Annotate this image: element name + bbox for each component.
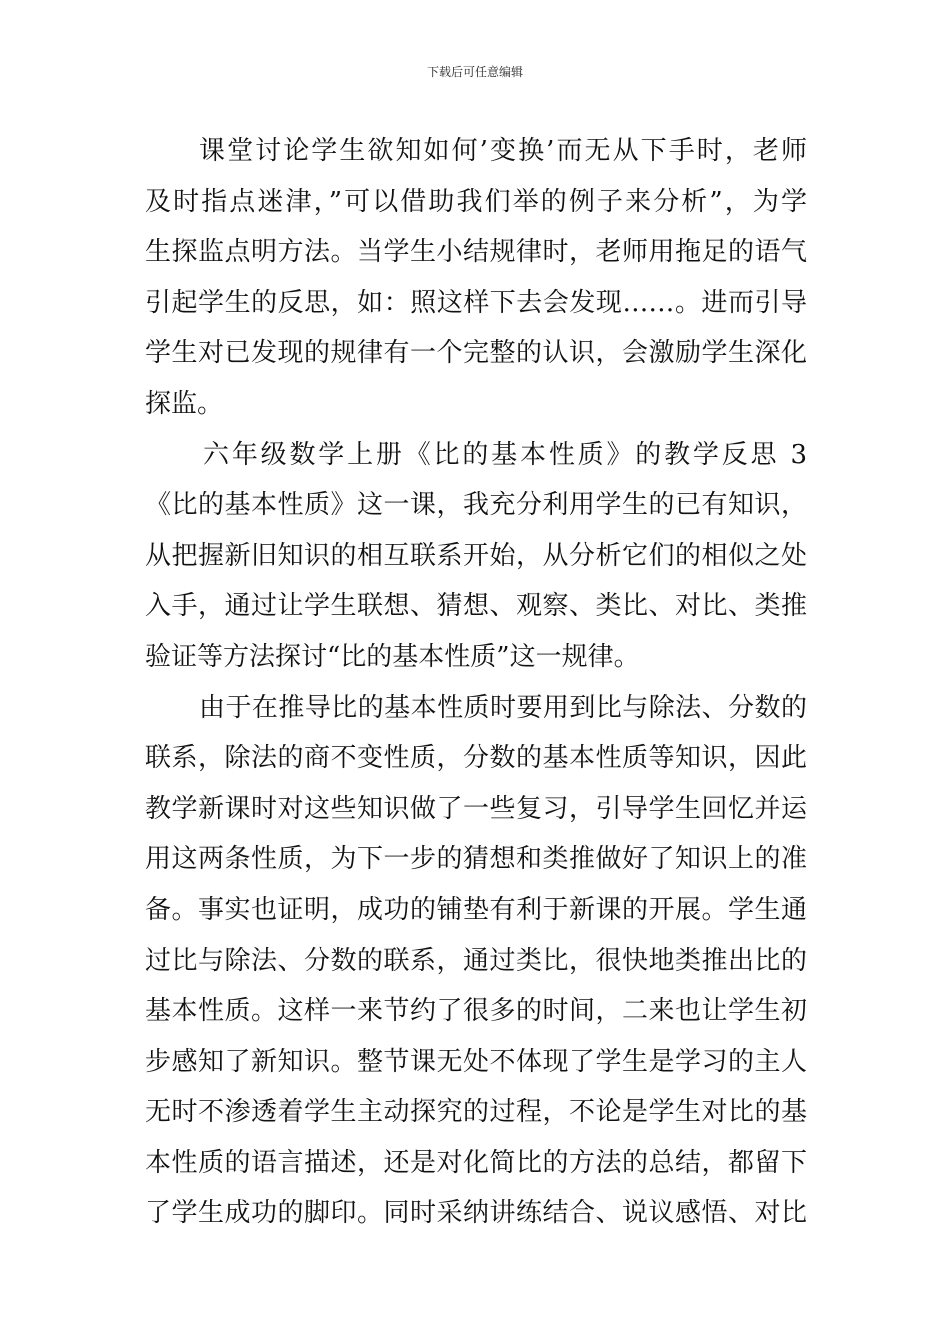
text-line: 联系，除法的商不变性质，分数的基本性质等知识，因此 (145, 743, 807, 774)
text-line: 《比的基本性质》这一课，我充分利用学生的已有知识， (145, 490, 807, 521)
text-line: 从把握新旧知识的相互联系开始，从分析它们的相似之处 (145, 540, 807, 571)
text-line: 步感知了新知识。整节课无处不体现了学生是学习的主人 (145, 1046, 807, 1077)
section-heading: 六年级数学上册《比的基本性质》的教学反思 3 (203, 439, 807, 470)
text-line: 及时指点迷津，”可以借助我们举的例子来分析”，为学 (145, 186, 807, 217)
text-line: 过比与除法、分数的联系，通过类比，很快地类推出比的 (145, 945, 807, 976)
page-header: 下载后可任意编辑 (426, 65, 523, 79)
text-line: 生探监点明方法。当学生小结规律时，老师用拖足的语气 (145, 237, 807, 268)
text-line: 探监。 (145, 388, 224, 419)
text-line: 用这两条性质，为下一步的猜想和类推做好了知识上的准 (145, 844, 807, 875)
document-body (145, 126, 807, 1239)
text-line: 课堂讨论学生欲知如何’变换’而无从下手时，老师 (199, 136, 807, 166)
text-line: 由于在推导比的基本性质时要用到比与除法、分数的 (199, 692, 807, 723)
text-line: 教学新课时对这些知识做了一些复习，引导学生回忆并运 (145, 793, 807, 824)
text-line: 基本性质。这样一来节约了很多的时间，二来也让学生初 (145, 996, 807, 1027)
text-line: 验证等方法探讨“比的基本性质”这一规律。 (145, 641, 640, 672)
text-line: 无时不渗透着学生主动探究的过程，不论是学生对比的基 (145, 1097, 807, 1128)
text-line: 入手，通过让学生联想、猜想、观察、类比、对比、类推 (145, 591, 807, 622)
text-line: 了学生成功的脚印。同时采纳讲练结合、说议感悟、对比 (145, 1198, 807, 1229)
text-line: 学生对已发现的规律有一个完整的认识，会激励学生深化 (145, 338, 807, 369)
text-line: 备。事实也证明，成功的铺垫有利于新课的开展。学生通 (145, 894, 807, 925)
text-line: 引起学生的反思，如：照这样下去会发现……。进而引导 (145, 287, 807, 318)
text-line: 本性质的语言描述，还是对化简比的方法的总结，都留下 (145, 1147, 807, 1178)
